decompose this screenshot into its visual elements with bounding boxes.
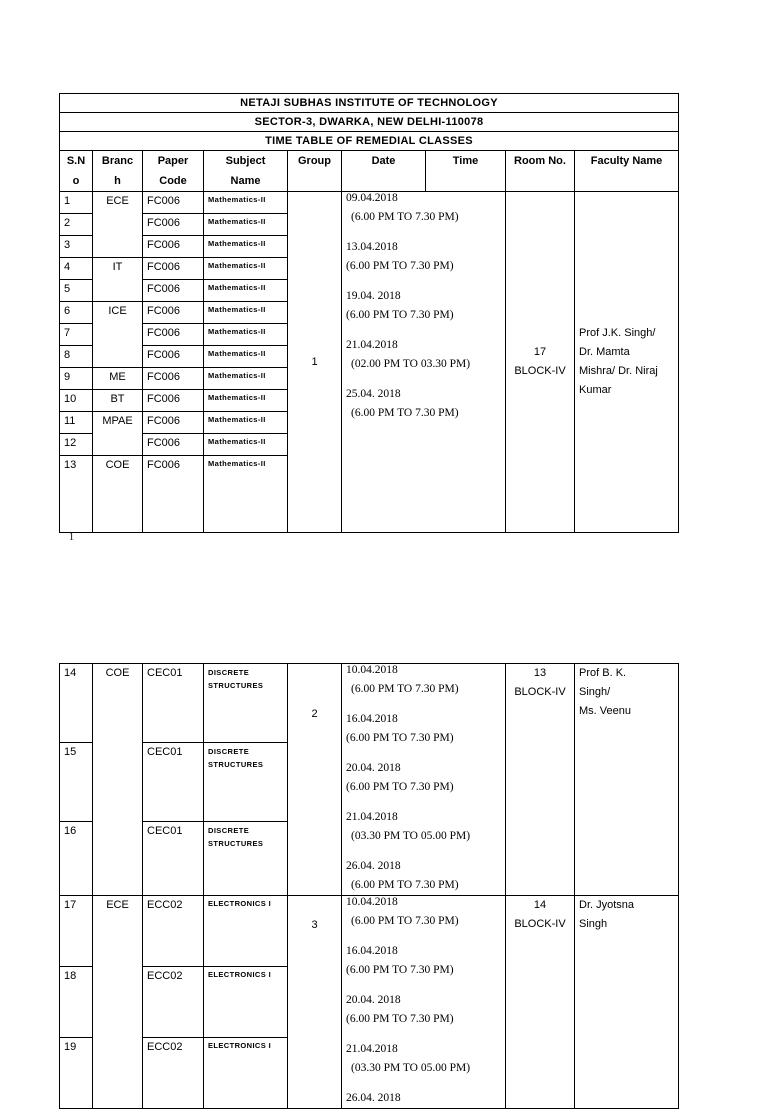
branch-cell: BT [93,390,143,412]
paper-code-cell: CEC01 [143,664,204,743]
branch-cell: ECE [93,192,143,258]
date-entry: 10.04.2018 (6.00 PM TO 7.30 PM) [346,664,459,695]
room-cell: 14 BLOCK-IV [506,896,575,1109]
date-entry: 21.04.2018 (03.30 PM TO 05.00 PM) [346,811,471,842]
col-sno: S.N o [60,151,93,192]
col-branch: Branc h [93,151,143,192]
subject-cell: ELECTRONICS I [204,1038,288,1109]
paper-code-cell: ECC02 [143,967,204,1038]
paper-code-cell: ECC02 [143,1038,204,1109]
sno-cell: 16 [60,822,93,896]
date-entry: 25.04. 2018 (6.00 PM TO 7.30 PM) [346,388,459,419]
timetable-groups-2-3 [59,663,679,1109]
sno-cell: 17 [60,896,93,967]
institute-address: SECTOR-3, DWARKA, NEW DELHI-110078 [60,113,679,132]
subject-cell: ELECTRONICS I [204,896,288,967]
sno-cell: 7 [60,324,93,346]
subject-cell: Mathematics-II [204,324,288,346]
col-room: Room No. [506,151,575,192]
subject-cell: ELECTRONICS I [204,967,288,1038]
branch-cell: ME [93,368,143,390]
date-entry: 10.04.2018 (6.00 PM TO 7.30 PM) [346,896,459,927]
col-faculty: Faculty Name [575,151,679,192]
group-cell: 1 [288,192,342,533]
sno-cell: 2 [60,214,93,236]
paper-code-cell: FC006 [143,258,204,280]
subject-cell: Mathematics-II [204,302,288,324]
sno-cell: 3 [60,236,93,258]
paper-code-cell: FC006 [143,324,204,346]
sno-cell: 1 [60,192,93,214]
date-entry: 20.04. 2018 (6.00 PM TO 7.30 PM) [346,994,454,1025]
column-header-row [60,151,679,192]
date-entry: 16.04.2018 (6.00 PM TO 7.30 PM) [346,713,454,744]
paper-code-cell: FC006 [143,346,204,368]
paper-code-cell: FC006 [143,214,204,236]
date-time-cell [342,664,506,896]
paper-code-cell: FC006 [143,192,204,214]
date-entry: 20.04. 2018 (6.00 PM TO 7.30 PM) [346,762,454,793]
subject-cell: Mathematics-II [204,456,288,533]
date-entry: 21.04.2018 (02.00 PM TO 03.30 PM) [346,339,471,370]
sno-cell: 11 [60,412,93,434]
subject-cell: Mathematics-II [204,280,288,302]
institute-name: NETAJI SUBHAS INSTITUTE OF TECHNOLOGY [60,94,679,113]
paper-code-cell: FC006 [143,280,204,302]
date-entry: 26.04. 2018 [346,1092,401,1104]
col-time: Time [426,151,506,192]
branch-cell: MPAE [93,412,143,456]
room-cell: 17 BLOCK-IV [506,192,575,533]
table-row [60,896,679,967]
col-paper-code: Paper Code [143,151,204,192]
faculty-cell: Prof B. K. Singh/ Ms. Veenu [575,664,679,896]
date-entry: 16.04.2018 (6.00 PM TO 7.30 PM) [346,945,454,976]
page-title: TIME TABLE OF REMEDIAL CLASSES [60,132,679,151]
subject-cell: Mathematics-II [204,236,288,258]
date-entry: 26.04. 2018 (6.00 PM TO 7.30 PM) [346,860,459,891]
table-row [60,192,679,214]
timetable-group-1 [59,93,679,533]
col-group: Group [288,151,342,192]
sno-cell: 10 [60,390,93,412]
date-entry: 21.04.2018 (03.30 PM TO 05.00 PM) [346,1043,471,1074]
branch-cell: COE [93,664,143,896]
paper-code-cell: FC006 [143,390,204,412]
sno-cell: 19 [60,1038,93,1109]
room-cell: 13 BLOCK-IV [506,664,575,896]
branch-cell: COE [93,456,143,533]
sno-cell: 5 [60,280,93,302]
sno-cell: 4 [60,258,93,280]
subject-cell: DISCRETE STRUCTURES [204,743,288,822]
group-cell: 3 [288,896,342,1109]
paper-code-cell: FC006 [143,456,204,533]
faculty-cell: Dr. Jyotsna Singh [575,896,679,1109]
date-entry: 19.04. 2018 (6.00 PM TO 7.30 PM) [346,290,454,321]
paper-code-cell: CEC01 [143,822,204,896]
sno-cell: 8 [60,346,93,368]
sno-cell: 14 [60,664,93,743]
sno-cell: 18 [60,967,93,1038]
paper-code-cell: FC006 [143,236,204,258]
table-row [60,664,679,743]
faculty-cell: Prof J.K. Singh/ Dr. Mamta Mishra/ Dr. Niraj Kumar [575,192,679,533]
subject-cell: Mathematics-II [204,368,288,390]
sno-cell: 13 [60,456,93,533]
branch-cell: ECE [93,896,143,1109]
sno-cell: 9 [60,368,93,390]
branch-cell: IT [93,258,143,302]
sno-cell: 15 [60,743,93,822]
sno-cell: 6 [60,302,93,324]
paper-code-cell: FC006 [143,368,204,390]
subject-cell: Mathematics-II [204,192,288,214]
col-date: Date [342,151,426,192]
paper-code-cell: CEC01 [143,743,204,822]
subject-cell: Mathematics-II [204,390,288,412]
subject-cell: Mathematics-II [204,258,288,280]
sno-cell: 12 [60,434,93,456]
group-cell: 2 [288,664,342,896]
date-time-cell [342,896,506,1109]
subject-cell: Mathematics-II [204,434,288,456]
date-entry: 13.04.2018 (6.00 PM TO 7.30 PM) [346,241,454,272]
subject-cell: DISCRETE STRUCTURES [204,822,288,896]
paper-code-cell: FC006 [143,434,204,456]
branch-cell: ICE [93,302,143,368]
page-number: 1 [69,532,74,543]
subject-cell: DISCRETE STRUCTURES [204,664,288,743]
paper-code-cell: FC006 [143,302,204,324]
date-time-cell [342,192,506,533]
subject-cell: Mathematics-II [204,214,288,236]
paper-code-cell: ECC02 [143,896,204,967]
paper-code-cell: FC006 [143,412,204,434]
col-subject: Subject Name [204,151,288,192]
subject-cell: Mathematics-II [204,412,288,434]
date-entry: 09.04.2018 (6.00 PM TO 7.30 PM) [346,192,459,223]
subject-cell: Mathematics-II [204,346,288,368]
